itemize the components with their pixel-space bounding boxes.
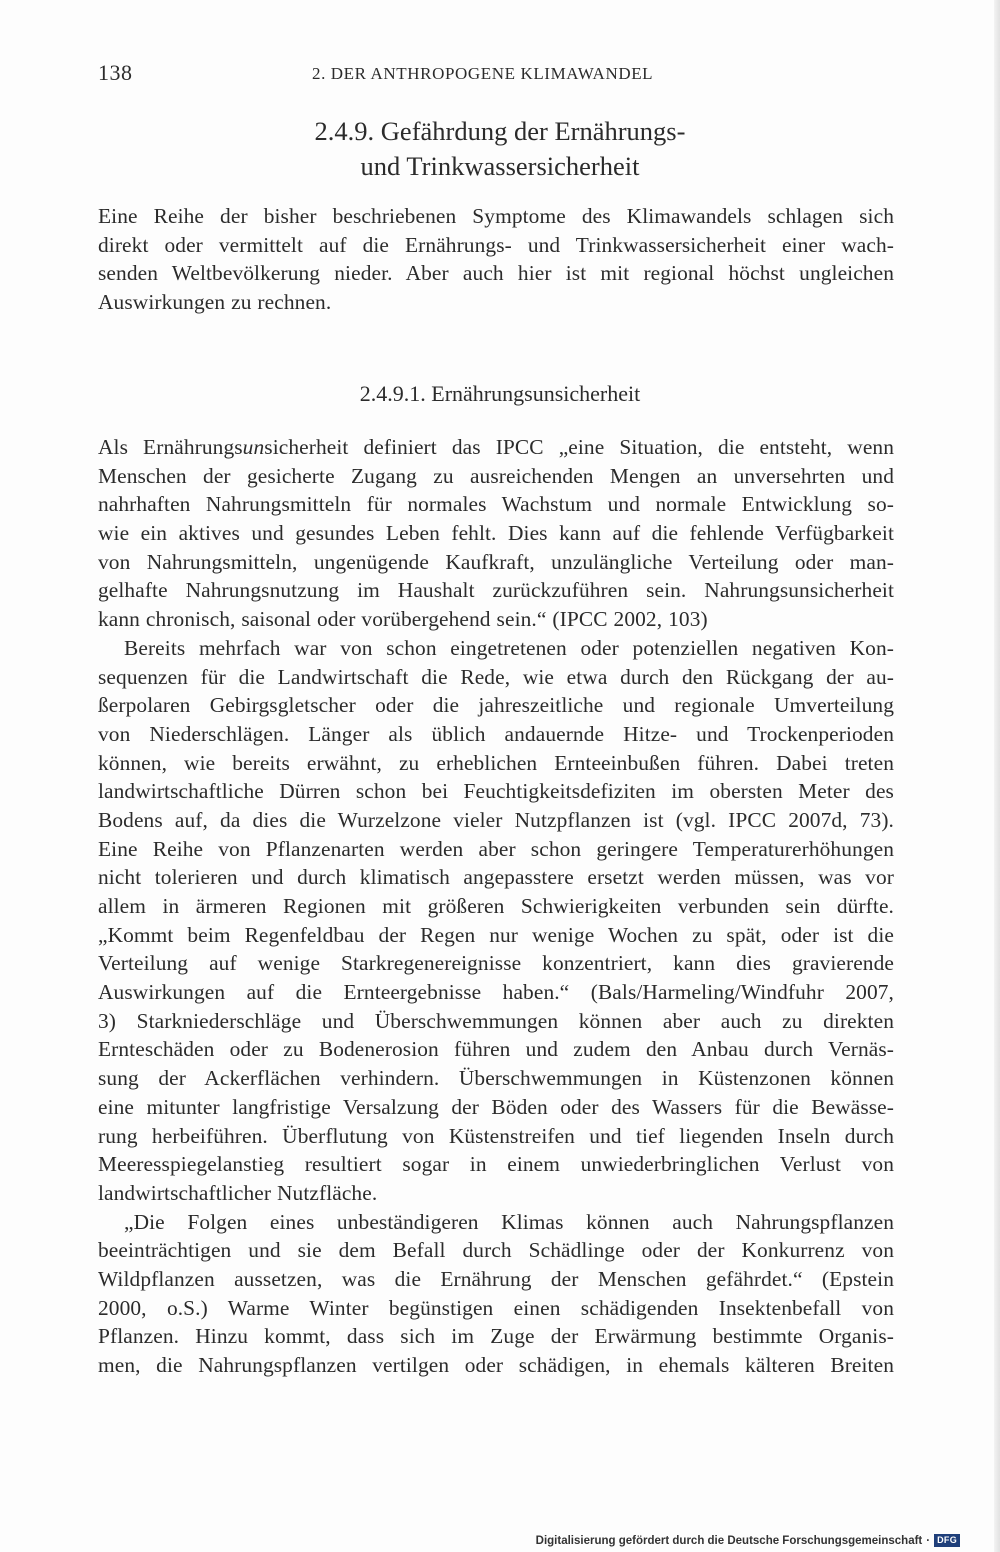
body-text [98, 433, 894, 1380]
page-number: 138 [98, 60, 133, 85]
emphasized-text: un [242, 435, 265, 459]
text-line: Bereits mehrfach war von schon eingetretenen oder potenziellen negativen Kon- [124, 635, 894, 660]
text-line: landwirtschaftliche Dürren schon bei Feuchtigkeitsdefiziten im obersten Meter des [98, 779, 894, 804]
text-line: von Niederschlägen. Länger als üblich andauernde Hitze- und Trockenperioden [98, 721, 894, 746]
text-line: rung herbeiführen. Überflutung von Küstenstreifen und tief liegenden Inseln durch [98, 1123, 894, 1148]
text-line: sung der Ackerflächen verhindern. Überschwemmungen in Küstenzonen können [98, 1066, 894, 1091]
text-line: men, die Nahrungspflanzen vertilgen oder schädigen, in ehemals kälteren Breiten [98, 1353, 894, 1377]
running-head: 2. DER ANTHROPOGENE KLIMAWANDEL [312, 64, 654, 83]
text-line: Meeresspiegelanstieg resultiert sogar in einem unwiederbringlichen Verlust von [98, 1152, 894, 1177]
text-line: Menschen der gesicherte Zugang zu ausreichenden Mengen an unversehrten und [98, 463, 894, 488]
text-line [98, 433, 894, 462]
text-line: Eine Reihe der bisher beschriebenen Symptome des Klimawandels schlagen sich [98, 204, 894, 228]
digitization-footer [536, 1534, 960, 1547]
text-line: wie ein aktives und gesundes Leben fehlt. Dies kann auf die fehlende Verfügbarkeit [98, 521, 894, 546]
text-line: nicht tolerieren und durch klimatisch angepasstere ersetzt werden müssen, was vor [98, 865, 894, 890]
text-line: gelhafte Nahrungsnutzung im Haushalt zurückzuführen sein. Nahrungsunsicherheit [98, 578, 894, 603]
text-line: Verteilung auf wenige Starkregenereignisse konzentriert, kann dies gravierende [98, 951, 894, 976]
text-line: ßerpolaren Gebirgsgletscher oder die jahreszeitliche und regionale Umverteilung [98, 693, 894, 718]
text-fragment: Als Ernährungs [98, 435, 243, 459]
text-line: beeinträchtigen und sie dem Befall durch Schädlinge oder der Konkurrenz von [98, 1238, 894, 1263]
text-line: landwirtschaftlicher Nutzfläche. [98, 1180, 378, 1205]
text-line: sequenzen für die Landwirtschaft die Rede, wie etwa durch den Rückgang der au- [98, 664, 894, 689]
text-line: nahrhaften Nahrungsmitteln für normales Wachstum und normale Entwicklung so- [98, 492, 894, 517]
text-line: Pflanzen. Hinzu kommt, dass sich im Zuge der Erwärmung bestimmte Organis- [98, 1324, 894, 1349]
separator: · [926, 1534, 931, 1547]
text-line: Eine Reihe von Pflanzenarten werden aber schon geringere Temperaturerhöhungen [98, 836, 894, 861]
text-line: Ernteschäden oder zu Bodenerosion führen und zudem den Anbau durch Vernäs- [98, 1037, 894, 1062]
dfg-logo-icon: DFG [934, 1534, 960, 1547]
page-edge-shadow [994, 0, 1000, 1552]
text-line: Auswirkungen auf die Ernteergebnisse haben.“ (Bals/Harmeling/Windfuhr 2007, [98, 980, 894, 1005]
section-title [150, 114, 850, 184]
text-line: von Nahrungsmitteln, ungenügende Kaufkraft, unzulängliche Verteilung oder man- [98, 549, 894, 574]
text-line: „Die Folgen eines unbeständigeren Klimas können auch Nahrungspflanzen [124, 1209, 894, 1234]
funding-note: Digitalisierung gefördert durch die Deutsche Forschungsgemeinschaft [535, 1534, 923, 1547]
text-line: Bodens auf, da dies die Wurzelzone vieler Nutzpflanzen ist (vgl. IPCC 2007d, 73). [98, 807, 894, 832]
text-line: Auswirkungen zu rechnen. [98, 290, 332, 315]
section-title-line: und Trinkwassersicherheit [360, 151, 640, 181]
text-line: können, wie bereits erwähnt, zu erheblichen Ernteeinbußen führen. Dabei treten [98, 750, 894, 775]
section-title-line: 2.4.9. Gefährdung der Ernährungs- [314, 116, 686, 146]
subsection-title: 2.4.9.1. Ernährungsunsicherheit [359, 381, 641, 406]
text-line: 3) Starkniederschläge und Überschwemmungen können aber auch zu direkten [98, 1008, 894, 1033]
text-line: Wildpflanzen aussetzen, was die Ernährung der Menschen gefährdet.“ (Epstein [98, 1266, 894, 1291]
text-line: eine mitunter langfristige Versalzung der Böden oder des Wassers für die Bewässe- [98, 1094, 894, 1119]
text-line: allem in ärmeren Regionen mit größeren Schwierigkeiten verbunden sein dürfte. [98, 894, 894, 918]
text-line: „Kommt beim Regenfeldbau der Regen nur wenige Wochen zu spät, oder ist die [98, 922, 894, 947]
text-line: direkt oder vermittelt auf die Ernährungs- und Trinkwassersicherheit einer wach- [98, 232, 894, 257]
text-line: senden Weltbevölkerung nieder. Aber auch hier ist mit regional höchst ungleichen [98, 261, 894, 286]
text-fragment: sicherheit definiert das IPCC „eine Situation, die entsteht, wenn [264, 435, 895, 459]
text-line: 2000, o.S.) Warme Winter begünstigen einen schädigenden Insektenbefall von [98, 1295, 894, 1320]
intro-paragraph [98, 202, 894, 317]
text-line: kann chronisch, saisonal oder vorübergehend sein.“ (IPCC 2002, 103) [98, 607, 708, 632]
